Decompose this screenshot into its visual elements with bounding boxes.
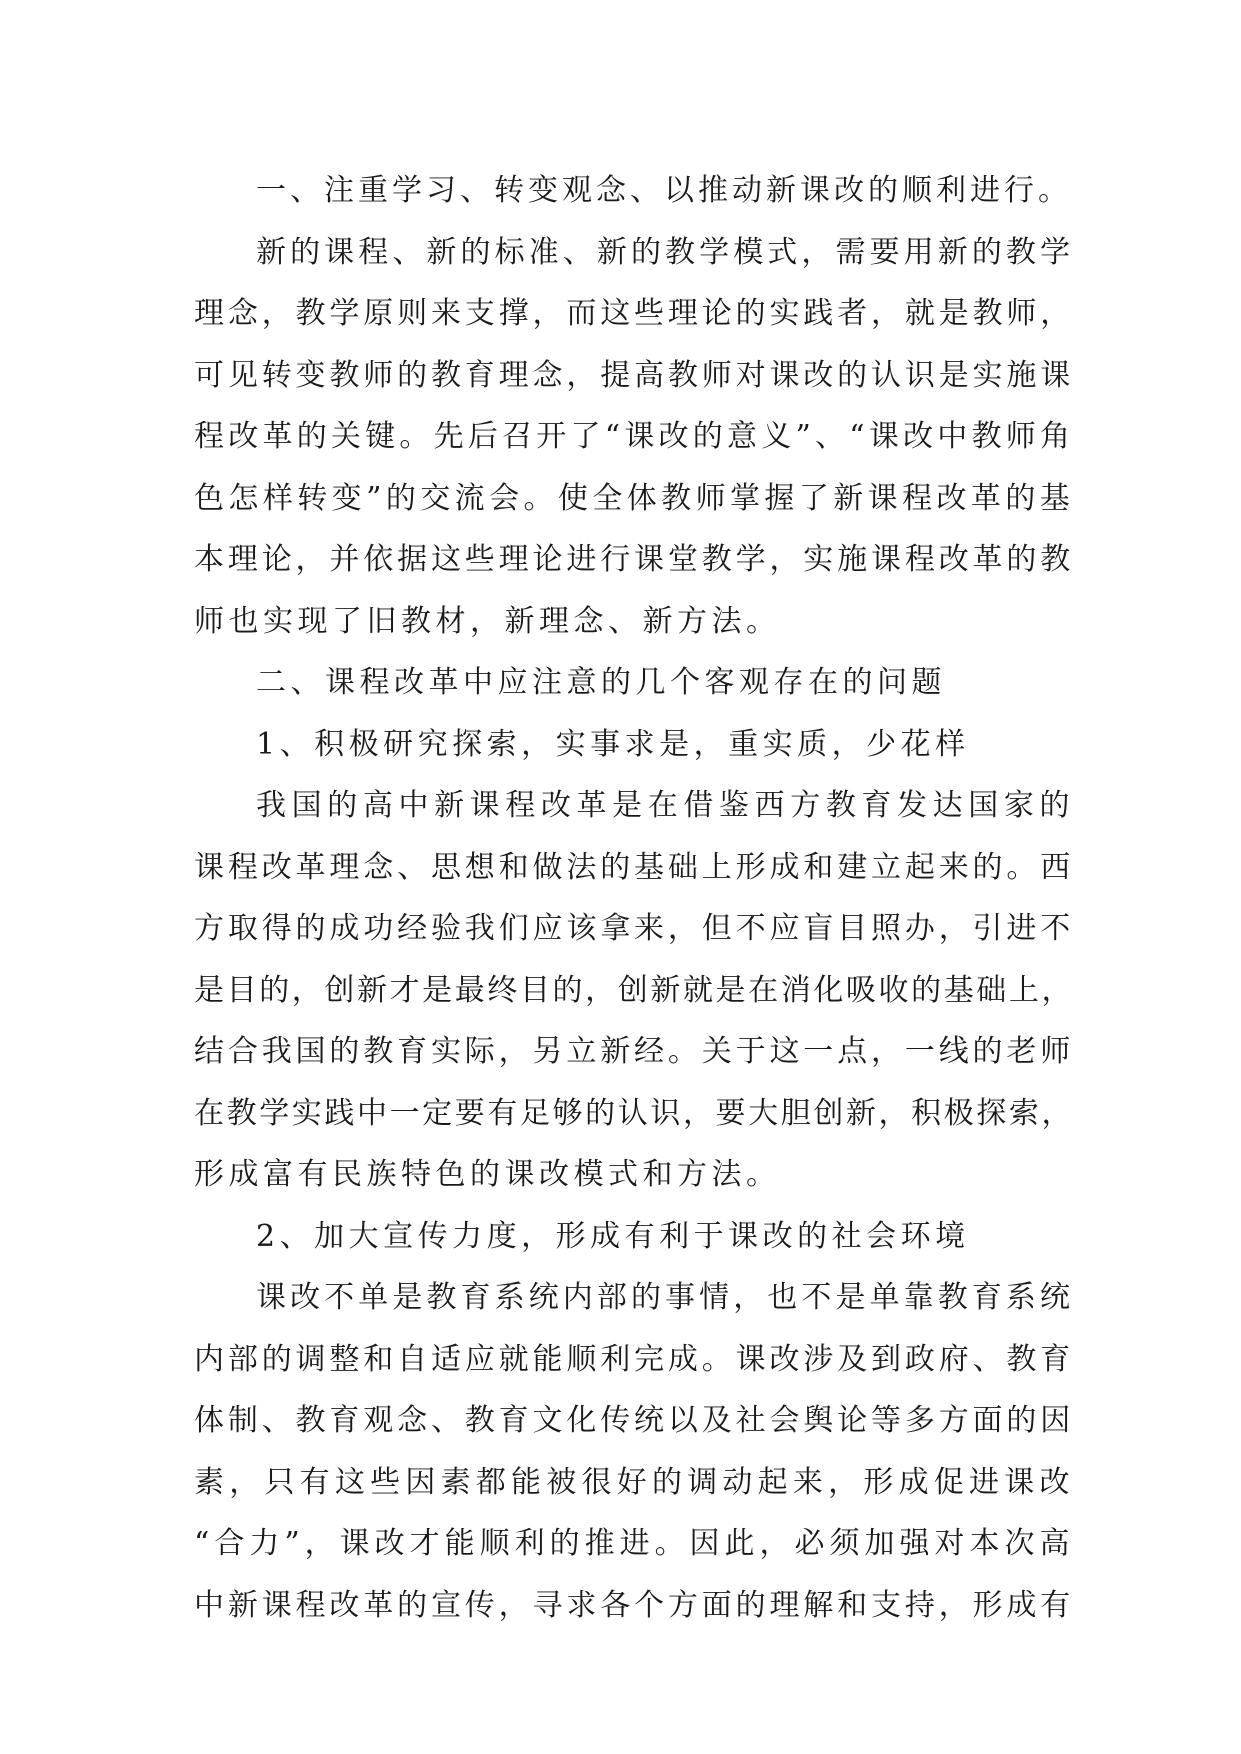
- text-line: 理念，教学原则来支撑，而这些理论的实践者，就是教师，: [194, 296, 1074, 331]
- text-line: 课改不单是教育系统内部的事情，也不是单靠教育系统: [256, 1280, 1074, 1315]
- text-line: 本理论，并依据这些理论进行课堂教学，实施课程改革的教: [194, 542, 1074, 577]
- text-line: 中新课程改革的宣传，寻求各个方面的理解和支持，形成有: [194, 1587, 1074, 1623]
- text-line: 课程改革理念、思想和做法的基础上形成和建立起来的。西: [194, 849, 1074, 885]
- text-line: 可见转变教师的教育理念，提高教师对课改的认识是实施课: [194, 357, 1074, 393]
- text-line: 我国的高中新课程改革是在借鉴西方教育发达国家的: [256, 788, 1074, 823]
- text-line: 内部的调整和自适应就能顺利完成。课改涉及到政府、教育: [194, 1341, 1074, 1377]
- body-text: [194, 160, 1074, 1636]
- text-line: 体制、教育观念、教育文化传统以及社会舆论等多方面的因: [194, 1403, 1074, 1438]
- text-line: 2、加大宣传力度，形成有利于课改的社会环境: [256, 1218, 970, 1254]
- text-line: 结合我国的教育实际，另立新经。关于这一点，一线的老师: [194, 1034, 1074, 1069]
- text-line: 形成富有民族特色的课改模式和方法。: [194, 1157, 781, 1192]
- text-line: 一、注重学习、转变观念、以推动新课改的顺利进行。: [256, 173, 1072, 208]
- text-line: 方取得的成功经验我们应该拿来，但不应盲目照办，引进不: [194, 911, 1074, 946]
- text-line: 在教学实践中一定要有足够的认识，要大胆创新，积极探索，: [194, 1095, 1074, 1131]
- text-line: 程改革的关键。先后召开了“课改的意义”、“课改中教师角: [194, 419, 1074, 454]
- text-line: 是目的，创新才是最终目的，创新就是在消化吸收的基础上，: [194, 972, 1074, 1008]
- text-line: 师也实现了旧教材，新理念、新方法。: [194, 603, 781, 639]
- text-line: 新的课程、新的标准、新的教学模式，需要用新的教学: [256, 234, 1074, 270]
- text-line: 1、积极研究探索，实事求是，重实质，少花样: [256, 726, 970, 762]
- text-line: 色怎样转变”的交流会。使全体教师掌握了新课程改革的基: [194, 480, 1074, 516]
- text-line: 二、课程改革中应注意的几个客观存在的问题: [256, 665, 946, 700]
- text-line: “合力”，课改才能顺利的推进。因此，必须加强对本次高: [194, 1526, 1074, 1561]
- text-line: 素，只有这些因素都能被很好的调动起来，形成促进课改: [194, 1464, 1074, 1500]
